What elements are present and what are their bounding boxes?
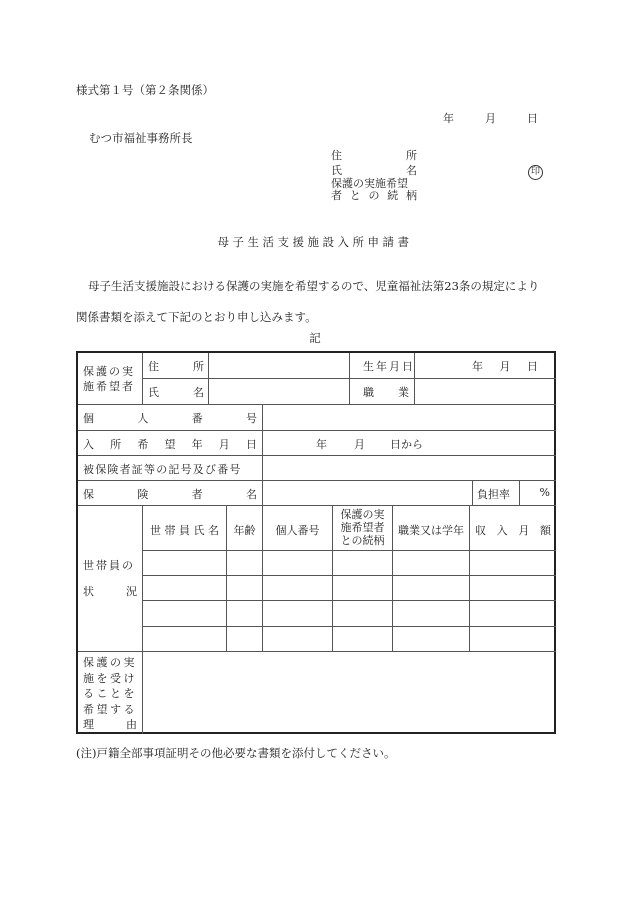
row-divider [78, 651, 556, 652]
label-line: 希望する [83, 702, 137, 716]
household-age-cell[interactable] [227, 551, 262, 574]
label-char: 理 [83, 718, 94, 731]
row-divider [78, 404, 556, 405]
label-char: 業 [398, 386, 409, 399]
application-table [76, 351, 556, 734]
household-personal-number-cell[interactable] [263, 576, 332, 599]
label-char: 日 [245, 438, 257, 451]
label-char: の [368, 189, 380, 202]
insurer-field[interactable] [264, 482, 471, 504]
col-divider [142, 353, 143, 404]
household-relation-cell[interactable] [333, 551, 392, 574]
address-label [148, 358, 204, 374]
hope-person-address-field[interactable] [210, 354, 348, 377]
label-char: 者 [191, 488, 203, 501]
household-income-cell[interactable] [470, 627, 556, 650]
applicant-block [331, 148, 417, 202]
label-char: 険 [137, 488, 149, 501]
household-name-cell[interactable] [143, 601, 226, 624]
label-char: 月 [218, 438, 230, 451]
reason-label [83, 655, 137, 733]
hope-person-name-field[interactable] [210, 380, 348, 403]
header-relation [333, 508, 392, 547]
label-char: と [349, 189, 361, 202]
label-char: 所 [193, 360, 204, 373]
admission-date-label [83, 436, 257, 452]
label-char: 所 [406, 149, 417, 162]
applicant-name-label [331, 163, 417, 178]
label-char: 号 [245, 412, 257, 425]
col-divider [349, 353, 350, 404]
label-line: 保護の実 [83, 656, 137, 669]
percent-unit: % [539, 486, 550, 499]
label-line: 保護の実 [340, 508, 385, 521]
label-char: 年 [191, 438, 203, 451]
burden-rate-field[interactable] [521, 482, 554, 504]
label-line: ることを [83, 687, 137, 700]
label-char: 番 [191, 412, 203, 425]
form-number: 様式第１号（第２条関係） [76, 83, 214, 97]
date-year-label: 年 [443, 112, 454, 125]
label-char: 入 [496, 524, 508, 537]
label-char: 名 [406, 164, 417, 177]
birthdate-label: 生年月日 [363, 360, 415, 373]
label-char: 名 [193, 386, 204, 399]
label-line [83, 579, 137, 605]
household-income-cell[interactable] [470, 551, 556, 574]
household-income-cell[interactable] [470, 576, 556, 599]
document-title: 母子生活支援施設入所申請書 [217, 235, 413, 249]
header-member-name: 世 帯 員 氏 名 [150, 524, 219, 537]
birthdate-field[interactable] [416, 354, 554, 377]
seal-icon: 印 [528, 165, 543, 180]
header-occupation: 職業又は学年 [398, 524, 464, 537]
household-age-cell[interactable] [227, 601, 262, 624]
row-divider [78, 455, 556, 456]
row-divider [78, 430, 556, 431]
household-relation-cell[interactable] [333, 601, 392, 624]
label-char: 者 [331, 189, 342, 202]
household-name-cell[interactable] [143, 551, 226, 574]
label-char: 希 [137, 438, 149, 451]
body-line-2: 関係書類を添えて下記のとおり申し込みます。 [76, 310, 317, 324]
insurance-card-label: 被保険者証等の記号及び番号 [83, 463, 242, 476]
header-income [475, 522, 551, 538]
month-label: 月 [354, 438, 365, 451]
household-relation-cell[interactable] [333, 627, 392, 650]
household-occupation-cell[interactable] [393, 551, 469, 574]
name-label [148, 384, 204, 400]
household-personal-number-cell[interactable] [263, 551, 332, 574]
relation-line-1: 保護の実施希望 [331, 177, 408, 190]
household-name-cell[interactable] [143, 576, 226, 599]
applicant-address-label [331, 148, 417, 163]
month-label: 月 [499, 360, 511, 373]
label-char: 望 [164, 438, 176, 451]
year-label: 年 [316, 438, 327, 451]
label-char: 人 [137, 412, 149, 425]
label-char: 状 [83, 585, 94, 598]
relation-line-2 [331, 190, 417, 202]
burden-rate-label: 負担率 [477, 488, 510, 501]
application-date [443, 110, 538, 126]
household-income-cell[interactable] [470, 601, 556, 624]
household-name-cell[interactable] [143, 627, 226, 650]
personal-number-label [83, 410, 257, 426]
label-line: との続柄 [340, 534, 385, 547]
label-char: 入 [83, 438, 94, 451]
col-divider [519, 480, 520, 505]
date-day-label: 日 [527, 112, 538, 125]
admission-date-field[interactable] [264, 432, 554, 454]
hope-person-label [83, 364, 135, 394]
household-relation-cell[interactable] [333, 576, 392, 599]
label-char: 職 [363, 386, 374, 399]
label-line: 施希望者 [340, 521, 385, 534]
occupation-label [363, 384, 409, 400]
label-line: 保護の実 [83, 365, 135, 378]
label-line: 施希望者 [83, 380, 135, 393]
household-occupation-cell[interactable] [393, 576, 469, 599]
label-char: 由 [126, 718, 137, 731]
label-line: 世帯員の [83, 559, 135, 572]
household-age-cell[interactable] [227, 576, 262, 599]
occupation-field[interactable] [416, 380, 554, 403]
body-line-1: 母子生活支援施設における保護の実施を希望するので、児童福祉法第23条の規定により [88, 279, 540, 293]
insurance-card-field[interactable] [264, 457, 554, 479]
household-personal-number-cell[interactable] [263, 601, 332, 624]
reason-field[interactable] [144, 653, 554, 732]
footnote: (注)戸籍全部事項証明その他必要な書類を添付してください。 [76, 746, 396, 760]
label-char: 額 [539, 524, 551, 537]
col-divider [472, 480, 473, 505]
label-char: 続 [387, 189, 399, 202]
row-divider [78, 480, 556, 481]
household-personal-number-cell[interactable] [263, 627, 332, 650]
insurer-label [83, 486, 257, 502]
applicant-relation-label [331, 178, 417, 202]
label-char: 収 [475, 524, 486, 537]
row-divider [78, 505, 556, 506]
label-char: 況 [126, 585, 137, 598]
addressee: むつ市福祉事務所長 [89, 131, 193, 145]
header-age: 年齢 [233, 524, 256, 537]
household-label [83, 553, 137, 605]
label-char: 柄 [406, 189, 417, 202]
label-char: 保 [83, 488, 94, 501]
body-text [76, 271, 566, 333]
ki-heading: 記 [309, 331, 321, 345]
col-divider [262, 404, 263, 505]
day-from-label: 日から [390, 438, 423, 451]
date-month-label: 月 [485, 112, 496, 125]
label-char: 住 [331, 149, 342, 162]
household-age-cell[interactable] [227, 627, 262, 650]
day-label: 日 [527, 360, 538, 373]
year-label: 年 [472, 360, 483, 373]
header-personal-number: 個人番号 [275, 524, 320, 537]
label-char: 所 [110, 438, 122, 451]
col-divider [208, 353, 209, 404]
personal-number-field[interactable] [264, 406, 554, 429]
label-char: 月 [518, 524, 530, 537]
label-char: 氏 [331, 164, 342, 177]
label-line: 施を受け [83, 671, 137, 685]
label-char: 名 [245, 488, 257, 501]
label-char: 氏 [148, 386, 159, 399]
label-line [83, 717, 137, 733]
label-char: 個 [83, 412, 94, 425]
household-occupation-cell[interactable] [393, 627, 469, 650]
household-occupation-cell[interactable] [393, 601, 469, 624]
label-char: 住 [148, 360, 159, 373]
